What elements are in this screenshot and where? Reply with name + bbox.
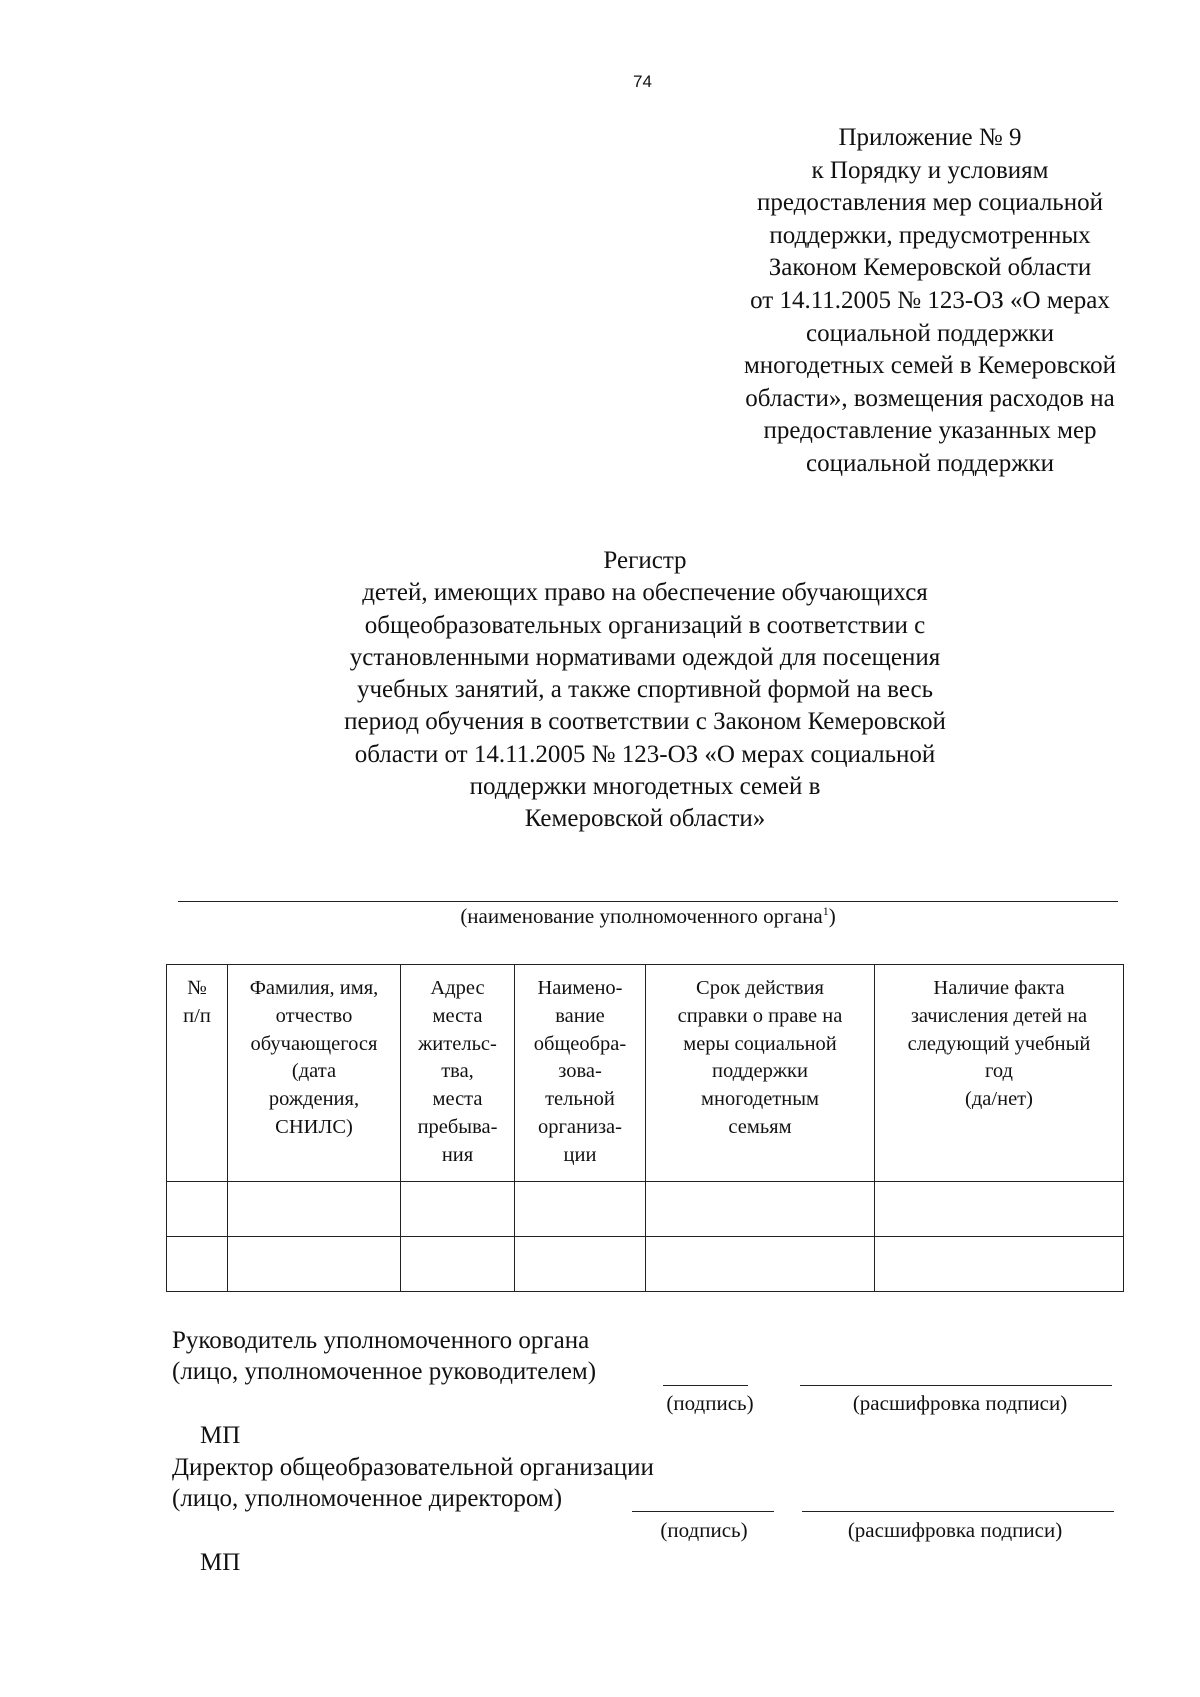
register-line: период обучения в соответствии с Законом Кемеровской xyxy=(344,708,946,736)
header-organization: Наимено- вание общеобра- зова- тельной организа- ции xyxy=(515,965,646,1182)
header-enrollment: Наличие факта зачисления детей на следующий учебный год (да/нет) xyxy=(875,965,1124,1182)
table-cell xyxy=(228,1182,401,1237)
director-decode-line xyxy=(802,1511,1114,1512)
table-cell xyxy=(875,1237,1124,1292)
table-cell xyxy=(875,1182,1124,1237)
table-cell xyxy=(167,1182,228,1237)
director-title: Директор общеобразовательной организации xyxy=(172,1454,654,1481)
table-cell xyxy=(401,1237,515,1292)
table-cell xyxy=(228,1237,401,1292)
appendix-line: Законом Кемеровской области xyxy=(768,254,1092,282)
appendix-line: поддержки, предусмотренных xyxy=(769,221,1091,249)
table-cell xyxy=(515,1237,646,1292)
head-decode-line xyxy=(800,1385,1112,1386)
director-decode-caption: (расшифровка подписи) xyxy=(847,1518,1063,1542)
authority-caption-end: ) xyxy=(828,904,836,928)
appendix-line: предоставления мер социальной xyxy=(757,189,1103,217)
appendix-line: социальной поддержки xyxy=(805,449,1055,477)
table-row xyxy=(167,1182,1124,1237)
head-signature-line xyxy=(663,1385,748,1386)
stamp-label: МП xyxy=(200,1422,241,1449)
header-full-name: Фамилия, имя, отчество обучающегося (дата рождения, СНИЛС) xyxy=(228,965,401,1182)
appendix-line: Приложение № 9 xyxy=(838,124,1022,151)
footnote-mark: 1 xyxy=(822,904,829,918)
header-address: Адрес места жительс- тва, места пребыва- ния xyxy=(401,965,515,1182)
header-certificate-term: Срок действия справки о праве на меры социальной поддержки многодетным семьям xyxy=(646,965,875,1182)
register-line: поддержки многодетных семей в xyxy=(469,773,821,801)
director-signature-caption: (подпись) xyxy=(660,1518,748,1542)
register-table xyxy=(166,964,1124,1292)
register-line: детей, имеющих право на обеспечение обучающихся xyxy=(362,579,928,607)
head-title: Руководитель уполномоченного органа xyxy=(172,1327,590,1354)
director-delegate: (лицо, уполномоченное директором) xyxy=(172,1485,563,1512)
table-cell xyxy=(167,1237,228,1292)
appendix-line: предоставление указанных мер xyxy=(763,417,1097,445)
table-cell xyxy=(646,1237,875,1292)
register-title-block xyxy=(250,545,1040,836)
table-cell xyxy=(401,1182,515,1237)
stamp-label: МП xyxy=(200,1549,241,1576)
appendix-heading xyxy=(680,122,1180,481)
appendix-line: к Порядку и условиям xyxy=(811,156,1049,184)
appendix-line: многодетных семей в Кемеровской xyxy=(743,352,1117,380)
page-number: 74 xyxy=(633,72,652,91)
authority-name-line xyxy=(178,901,1118,902)
head-signature-caption: (подпись) xyxy=(666,1391,754,1415)
authority-caption xyxy=(178,904,1118,929)
register-line: установленными нормативами одеждой для посещения xyxy=(349,643,941,671)
register-line: области от 14.11.2005 № 123-ОЗ «О мерах социальной xyxy=(354,740,936,768)
register-line: общеобразовательных организаций в соответствии с xyxy=(364,611,926,639)
appendix-line: от 14.11.2005 № 123-ОЗ «О мерах xyxy=(750,286,1110,314)
register-title: Регистр xyxy=(603,547,687,574)
register-line: учебных занятий, а также спортивной формой на весь xyxy=(356,676,934,704)
header-number: № п/п xyxy=(167,965,228,1182)
head-decode-caption: (расшифровка подписи) xyxy=(852,1391,1068,1415)
table-header-row xyxy=(167,965,1124,1182)
director-signature-line xyxy=(632,1511,774,1512)
appendix-line: социальной поддержки xyxy=(805,319,1055,347)
register-line: Кемеровской области» xyxy=(524,805,766,833)
table-row xyxy=(167,1237,1124,1292)
table-cell xyxy=(646,1182,875,1237)
head-delegate: (лицо, уполномоченное руководителем) xyxy=(172,1358,597,1385)
table-cell xyxy=(515,1182,646,1237)
authority-caption-text: (наименование уполномоченного органа xyxy=(460,904,823,928)
appendix-line: области», возмещения расходов на xyxy=(745,384,1115,412)
